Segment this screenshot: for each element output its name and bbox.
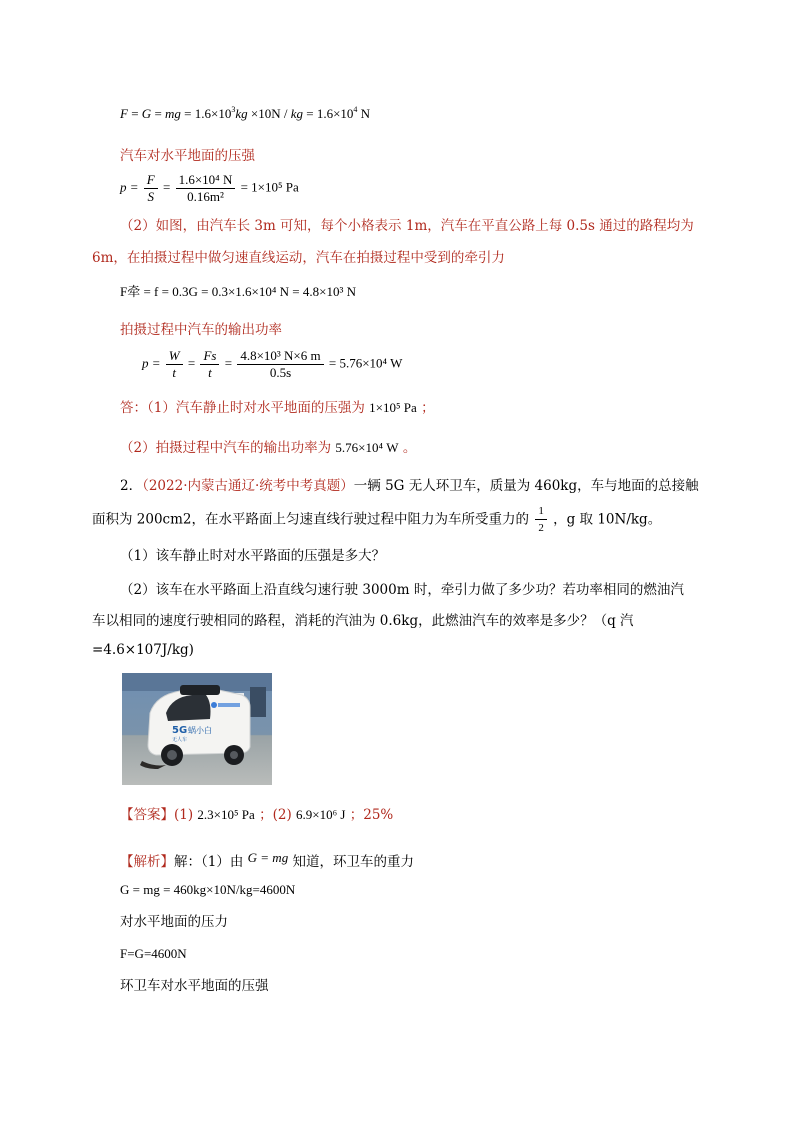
equation-weight: F = G = mg = $1.6\times 10^3kg \times 10N$ / kg = $1.6\times 10^4$ N (120, 105, 371, 121)
answer-part-3: ；25% (349, 807, 394, 823)
logo-icon (211, 702, 217, 708)
eq4-rhs: = 5.76×10⁴ W (328, 355, 403, 371)
brand-label: 蜗小白 (188, 726, 212, 735)
question-text-2a: 面积为 200cm2，在水平路面上匀速直线行驶过程中阻力为车所受重力的 (92, 511, 530, 528)
vehicle-image-svg (122, 673, 272, 785)
answer-tag: 【答案】 (120, 807, 174, 823)
fraction-power-values (237, 348, 323, 381)
analysis-line (120, 848, 414, 872)
equation-traction: F牵 = f = 0.3G = 0.3×1.6×10⁴ N = 4.8×10³ N (120, 284, 356, 299)
equation-force: F=G=4600N (120, 946, 187, 961)
frac-num: W (168, 348, 180, 363)
frac-num: Fs (203, 348, 217, 363)
frac-num: 1 (535, 503, 547, 520)
answer-value-2: 6.9×10⁶ J (296, 807, 346, 822)
question-2-line2 (92, 503, 661, 536)
answer-separator: ；(2) (259, 807, 292, 823)
frac-num-value: 4.8×10³ N×6 m (237, 348, 323, 365)
answer-2-text: （2）拍摄过程中汽车的输出功率为 (120, 440, 332, 456)
frac-den: S (147, 189, 154, 204)
frac-num: F (146, 172, 155, 187)
label-force: 对水平地面的压力 (120, 914, 228, 930)
question-text: 一辆 5G 无人环卫车，质量为 460kg，车与地面的总接触 (353, 478, 699, 494)
sub-question-1: （1）该车静止时对水平路面的压强是多大？ (120, 548, 386, 564)
sanitation-vehicle-photo (122, 673, 272, 785)
analysis-intro: 解：（1）由 (174, 854, 244, 870)
frac-den-value: 0.16m² (187, 189, 224, 204)
fraction-w-over-t (166, 348, 183, 381)
fraction-one-half (535, 503, 547, 536)
equation-power (142, 348, 402, 381)
question-number: 2． (120, 478, 143, 494)
paragraph-2-line1: （2）如图，由汽车长 3m 可知，每个小格表示 1m，汽车在平直公路上每 0.5s 通过的路程均为 (120, 218, 694, 234)
fraction-fs-over-t (200, 348, 219, 381)
frac-den-value: 0.5s (269, 365, 292, 380)
question-text-2b: ，g 取 10N/kg。 (553, 511, 662, 528)
sub-question-2-line2: 车以相同的速度行驶相同的路程，消耗的汽油为 0.6kg，此燃油汽车的效率是多少？（q 汽 (92, 613, 634, 629)
analysis-tag: 【解析】 (120, 854, 174, 870)
analysis-after: 知道，环卫车的重力 (292, 854, 414, 870)
eq2-lhs: p = (120, 179, 139, 195)
badge-5g: 5G (172, 725, 188, 736)
answer-line (120, 805, 393, 825)
answer-line-1 (120, 398, 435, 418)
fraction-f-over-s (144, 172, 158, 205)
analysis-formula: G = mg (247, 850, 289, 865)
paragraph-2-line2: 6m，在拍摄过程中做匀速直线运动，汽车在拍摄过程中受到的牵引力 (92, 250, 505, 266)
eq4-eqa: = (187, 355, 196, 371)
answer-value-1: 2.3×10⁵ Pa (197, 807, 255, 822)
equation-pressure (120, 172, 299, 205)
frac-num-value: 1.6×10⁴ N (176, 172, 236, 189)
label-sweeper-pressure: 环卫车对水平地面的压强 (120, 978, 269, 994)
logo-mark (218, 703, 240, 707)
question-2-line1 (120, 476, 699, 496)
eq4-lhs: p = (142, 355, 161, 371)
sub-label: 无人车 (172, 737, 188, 743)
answer-2-end: 。 (402, 440, 417, 456)
answer-part-1: (1) (174, 807, 194, 823)
label-power: 拍摄过程中汽车的输出功率 (120, 322, 282, 338)
answer-1-text: 答：（1）汽车静止时对水平地面的压强为 (120, 400, 365, 416)
question-source: （2022·内蒙古通辽·统考中考真题） (142, 478, 354, 494)
eq2-rhs: = 1×10⁵ Pa (240, 179, 299, 195)
label-pressure: 汽车对水平地面的压强 (120, 148, 255, 164)
frac-den: 2 (538, 522, 544, 534)
sub-question-2-line3: =4.6×107J/kg) (92, 642, 194, 658)
answer-1-value: 1×10⁵ Pa (369, 400, 417, 415)
answer-1-end: ； (421, 400, 435, 416)
eq2-mid: = (162, 179, 171, 195)
answer-line-2 (120, 438, 416, 458)
fraction-values (176, 172, 236, 205)
answer-2-value: 5.76×10⁴ W (335, 440, 399, 455)
frac-den: t (208, 365, 212, 380)
frac-den: t (172, 365, 177, 380)
eq4-eqb: = (224, 355, 233, 371)
equation-gravity: G = mg = 460kg×10N/kg=4600N (120, 882, 296, 897)
sub-question-2-line1: （2）该车在水平路面上沿直线匀速行驶 3000m 时，牵引力做了多少功？若功率相同的燃油汽 (120, 582, 684, 598)
